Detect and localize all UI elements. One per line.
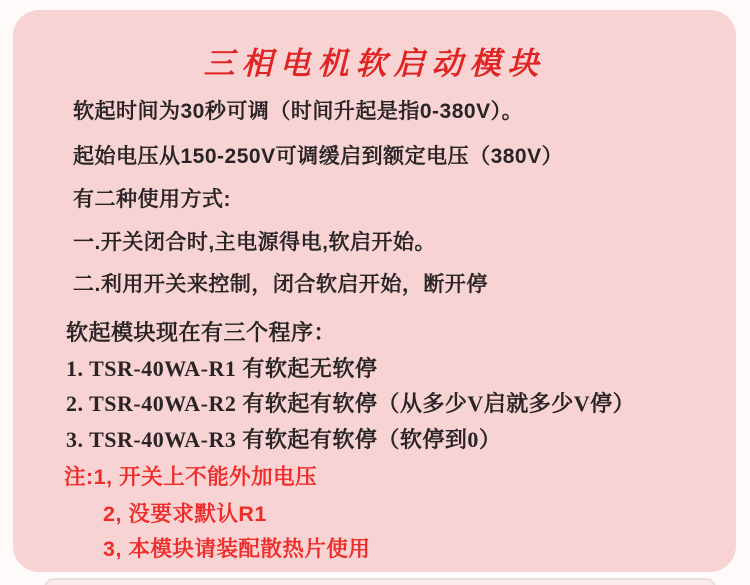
- program-item-r1: 1. TSR-40WA-R1 有软起无软停: [66, 356, 378, 381]
- program-item-r3: 3. TSR-40WA-R3 有软起有软停（软停到0）: [66, 427, 502, 452]
- intro-line-start-voltage: 起始电压从150-250V可调缓启到额定电压（380V）: [73, 145, 564, 168]
- note-line-3: 3, 本模块请装配散热片使用: [103, 537, 371, 561]
- page-title: 三相电机软启动模块: [203, 46, 546, 82]
- next-section-top-edge: [44, 578, 716, 585]
- product-info-card: [13, 10, 736, 572]
- usage-mode-2: 二.利用开关来控制，闭合软启开始，断开停: [73, 273, 488, 296]
- usage-modes-heading: 有二种使用方式:: [73, 188, 231, 211]
- program-item-r2: 2. TSR-40WA-R2 有软起有软停（从多少V启就多少V停）: [66, 391, 636, 416]
- programs-heading: 软起模块现在有三个程序：: [66, 320, 337, 345]
- intro-line-soft-start-time: 软起时间为30秒可调（时间升起是指0-380V）。: [73, 100, 524, 123]
- note-line-2: 2, 没要求默认R1: [103, 502, 267, 526]
- usage-mode-1: 一.开关闭合时,主电源得电,软启开始。: [73, 231, 437, 254]
- note-line-1: 注:1, 开关上不能外加电压: [64, 465, 318, 489]
